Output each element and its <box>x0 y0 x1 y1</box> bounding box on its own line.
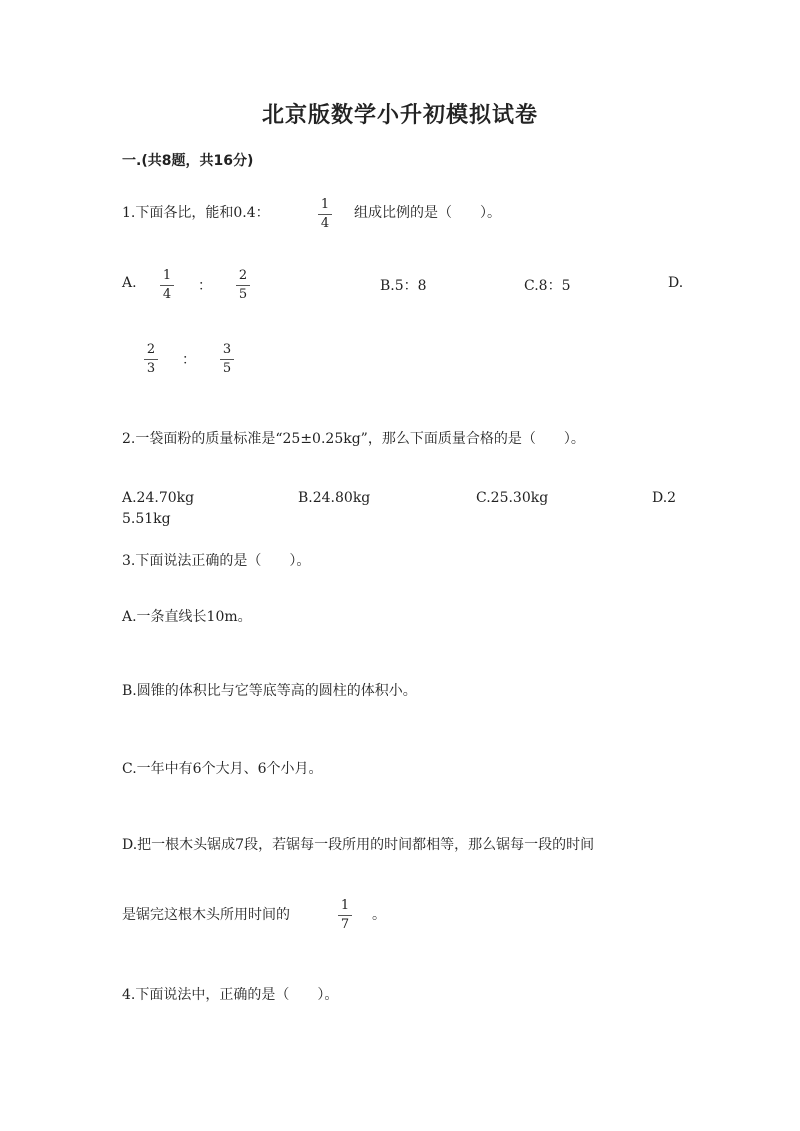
q1-option-b: B.5：8 <box>380 278 427 294</box>
q3-stem: 3.下面说法正确的是（ ）。 <box>122 553 311 569</box>
q1-stem-after: 组成比例的是（ ）。 <box>354 205 501 221</box>
q1-fraction <box>318 197 332 232</box>
q2-option-d-line2: 5.51kg <box>122 511 171 527</box>
q1-frac-den: 4 <box>320 216 330 231</box>
q1-option-c: C.8：5 <box>524 278 571 294</box>
fraction-bar <box>144 359 158 360</box>
q2-stem: 2.一袋面粉的质量标准是“25±0.25kg”，那么下面质量合格的是（ ）。 <box>122 431 585 447</box>
page-title: 北京版数学小升初模拟试卷 <box>261 103 538 128</box>
frac-den: 5 <box>238 287 248 302</box>
q1-option-d-frac1 <box>144 342 158 377</box>
frac-num: 3 <box>222 342 232 357</box>
q1-option-d-frac2 <box>220 342 234 377</box>
q2-option-b: B.24.80kg <box>298 490 371 506</box>
fraction-bar <box>160 285 174 286</box>
fraction-bar <box>220 359 234 360</box>
q3-option-d-fraction <box>338 898 352 933</box>
q3-option-d-line2: 是锯完这根木头所用时间的 <box>122 907 290 923</box>
q2-option-d-line1: D.2 <box>652 490 677 506</box>
frac-den: 7 <box>340 917 350 932</box>
q1-frac-num: 1 <box>320 197 330 212</box>
q3-option-a: A.一条直线长10m。 <box>122 609 252 625</box>
q4-stem: 4.下面说法中，正确的是（ ）。 <box>122 987 339 1003</box>
q3-option-d-line1: D.把一根木头锯成7段，若锯每一段所用的时间都相等，那么锯每一段的时间 <box>122 837 595 853</box>
q1-option-a-frac2 <box>236 268 250 303</box>
q2-option-c: C.25.30kg <box>476 490 549 506</box>
fraction-bar <box>338 915 352 916</box>
q1-option-a-frac1 <box>160 268 174 303</box>
q1-stem-before: 1.下面各比，能和0.4： <box>122 205 270 221</box>
q1-option-d-label: D. <box>668 275 684 291</box>
frac-den: 5 <box>222 361 232 376</box>
q1-option-a-label: A. <box>122 275 137 291</box>
section-heading: 一.(共8题，共16分) <box>122 153 254 169</box>
frac-num: 2 <box>146 342 156 357</box>
frac-num: 1 <box>340 898 350 913</box>
frac-den: 3 <box>146 361 156 376</box>
frac-num: 1 <box>162 268 172 283</box>
q1-option-d-colon: ： <box>182 352 196 368</box>
fraction-bar <box>318 214 332 215</box>
q3-option-b: B.圆锥的体积比与它等底等高的圆柱的体积小。 <box>122 683 417 699</box>
fraction-bar <box>236 285 250 286</box>
frac-num: 2 <box>238 268 248 283</box>
q1-option-a-colon: ： <box>198 278 212 294</box>
q3-option-d-end: 。 <box>372 907 386 923</box>
q2-option-a: A.24.70kg <box>122 490 195 506</box>
q3-option-c: C.一年中有6个大月、6个小月。 <box>122 761 323 777</box>
frac-den: 4 <box>162 287 172 302</box>
